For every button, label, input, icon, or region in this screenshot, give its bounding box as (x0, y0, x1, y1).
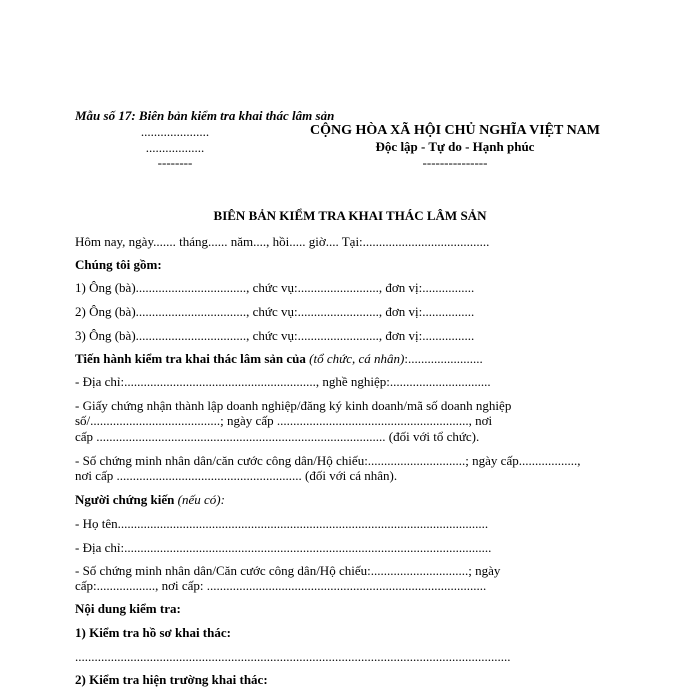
inspect-heading (75, 351, 483, 366)
witness-id-line-1: - Số chứng minh nhân dân/Căn cước công dân/Hộ chiếu:..............................; ngày (75, 563, 501, 578)
intro-line: Hôm nay, ngày....... tháng...... năm...., hồi..... giờ.... Tại:....................................... (75, 234, 490, 249)
witness-note: (nếu có): (177, 492, 225, 507)
content-item-1: 1) Kiểm tra hồ sơ khai thác: (75, 625, 231, 640)
witness-label: Người chứng kiến (75, 492, 178, 507)
content-item-2: 2) Kiểm tra hiện trường khai thác: (75, 672, 268, 687)
inspect-paren: (tổ chức, cá nhân) (309, 351, 405, 366)
inspect-address: - Địa chỉ:..........................................................., nghề nghiệp:............................... (75, 374, 491, 389)
witness-name: - Họ tên.................................................................................................................. (75, 516, 489, 531)
national-motto: Độc lập - Tự do - Hạnh phúc (375, 139, 535, 154)
license-line-3: cấp ......................................................................................... (đối với tổ chức). (75, 429, 480, 444)
left-header-dots-1: ..................... (140, 124, 210, 139)
license-line-2: số/........................................; ngày cấp ..........................................................., nơi (75, 413, 493, 428)
document-title: BIÊN BẢN KIỂM TRA KHAI THÁC LÂM SẢN (213, 208, 487, 223)
witness-heading (75, 492, 225, 507)
member-line-2: 2) Ông (bà).................................., chức vụ:........................., đơn vị:................ (75, 304, 475, 319)
content-dots-line: ...................................................................................................................................... (75, 649, 511, 664)
left-header-rule: -------- (157, 155, 193, 170)
members-heading: Chúng tôi gồm: (75, 257, 162, 272)
inspect-tail: :....................... (404, 351, 483, 366)
inspect-lead: Tiến hành kiểm tra khai thác lâm sản của (75, 351, 310, 366)
nation-title: CỘNG HÒA XÃ HỘI CHỦ NGHĨA VIỆT NAM (309, 123, 600, 138)
content-heading: Nội dung kiểm tra: (75, 601, 181, 616)
id-card-line-1: - Số chứng minh nhân dân/căn cước công dân/Hộ chiếu:..............................; ngày cấp.................., (75, 453, 581, 468)
id-card-line-2: nơi cấp ......................................................... (đối với cá nhân). (75, 468, 398, 483)
license-line-1: - Giấy chứng nhận thành lập doanh nghiệp/đăng ký kinh doanh/mã số doanh nghiệp (75, 398, 512, 413)
left-header-dots-2: .................. (145, 140, 205, 155)
form-code: Mẫu số 17: Biên bản kiểm tra khai thác lâm sản (75, 108, 335, 123)
member-line-1: 1) Ông (bà).................................., chức vụ:........................., đơn vị:................ (75, 280, 475, 295)
motto-rule: --------------- (422, 155, 488, 170)
witness-address: - Địa chỉ:................................................................................................................. (75, 540, 492, 555)
witness-id-line-2: cấp:.................., nơi cấp: ...................................................................................... (75, 578, 487, 593)
member-line-3: 3) Ông (bà).................................., chức vụ:........................., đơn vị:................ (75, 328, 475, 343)
